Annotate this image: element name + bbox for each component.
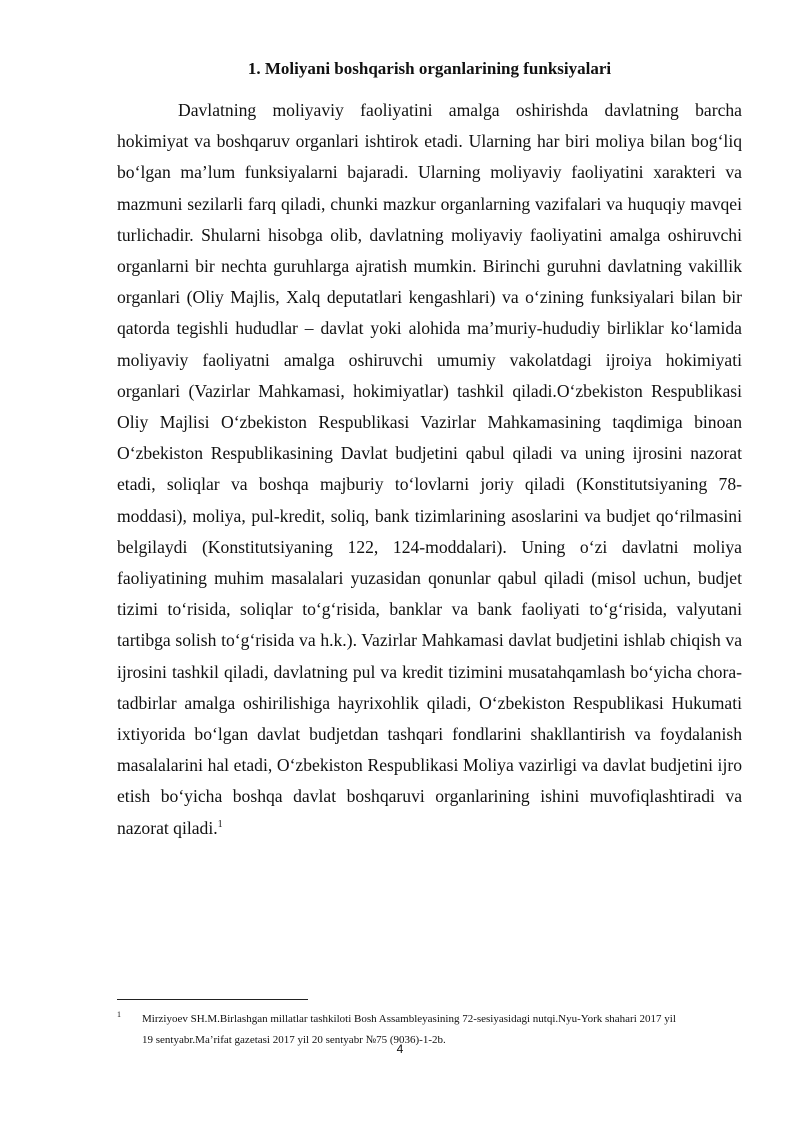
page-number: 4 [396,1042,404,1056]
footnote-text-line2: 19 sentyabr.Ma’rifat gazetasi 2017 yil 20 sentyabr №75 (9036)-1-2b. [142,1034,446,1046]
section-heading: 1. Moliyani boshqarish organlarining funksiyalari [247,59,612,78]
footnote-divider [117,999,308,1000]
footnote: 1 Mirziyoev SH.M.Birlashgan millatlar tashkiloti Bosh Assambleyasining 72-sesiyasidagi nutqi.Nyu-York shahari 2017 yil 19 sentyabr.Ma’rifat gazetasi 2017 yil 20 sentyabr №75 (9036)-1-2b. [117,1009,744,1051]
footnote-text-line1: Mirziyoev SH.M.Birlashgan millatlar tashkiloti Bosh Assambleyasining 72-sesiyasidagi nutqi.Nyu-York shahari 2017 yil [142,1013,676,1025]
body-paragraph-text: Davlatning moliyaviy faoliyatini amalga oshirishda davlatning barcha hokimiyat va boshqaruv organlari ishtirok etadi. Ularning har biri moliya bilan bog‘liq bo‘lgan ma’lum funksiyalarni bajaradi. Ularning moliyaviy faoliyatini xarakteri va mazmuni sezilarli farq qiladi, chunki mazkur organlarning vazifalari va huquqiy mavqei turlichadir. Shularni hisobga olib, davlatning moliyaviy faoliyatini amalga oshiruvchi organlarni bir nechta guruhlarga ajratish mumkin. Birinchi guruhni davlatning vakillik organlari (Oliy Majlis, Xalq deputatlari kengashlari) va o‘zining funksiyalari bilan bir qatorda tegishli hududlar – davlat yoki alohida ma’muriy-hududiy birliklar ko‘lamida moliyaviy faoliyatni amalga oshiruvchi umumiy vakolatdagi ijroiya hokimiyati organlari (Vazirlar Mahkamasi, hokimiyatlar) tashkil qiladi.O‘zbekiston Respublikasi Oliy Majlisi O‘zbekiston Respublikasi Vazirlar Mahkamasining taqdimiga binoan O‘zbekiston Respublikasining Davlat budjetini qabul qiladi va uning ijrosini nazorat etadi, soliqlar va boshqa majburiy to‘lovlarni joriy qiladi (Konstitutsiyaning 78-moddasi), moliya, pul-kredit, soliq, bank tizimlarining asoslarini va budjet qo‘rilmasini belgilaydi (Konstitutsiyaning 122, 124-moddalari). Uning o‘zi davlatni moliya faoliyatining muhim masalalari yuzasidan qonunlar qabul qiladi (misol uchun, budjet tizimi to‘risida, soliqlar to‘g‘risida, banklar va bank faoliyati to‘g‘risida, valyutani tartibga solish to‘g‘risida va h.k.). Vazirlar Mahkamasi davlat budjetini ishlab chiqish va ijrosini tashkil qiladi, davlatning pul va kredit tizimini musatahqamlash bo‘yicha chora-tadbirlar amalga oshirilishiga hayrixohlik qiladi, O‘zbekiston Respublikasi Hukumati ixtiyorida bo‘lgan davlat budjetdan tashqari fondlarini shakllantirish va foydalanish masalalarini hal etadi, O‘zbekiston Respublikasi Moliya vazirligi va davlat budjetini ijro etish bo‘yicha boshqa davlat boshqaruvi organlarining ishini muvofiqlashtiradi va nazorat qiladi. [117,100,742,838]
body-paragraph [117,95,742,844]
footnote-reference[interactable]: 1 [217,818,223,830]
